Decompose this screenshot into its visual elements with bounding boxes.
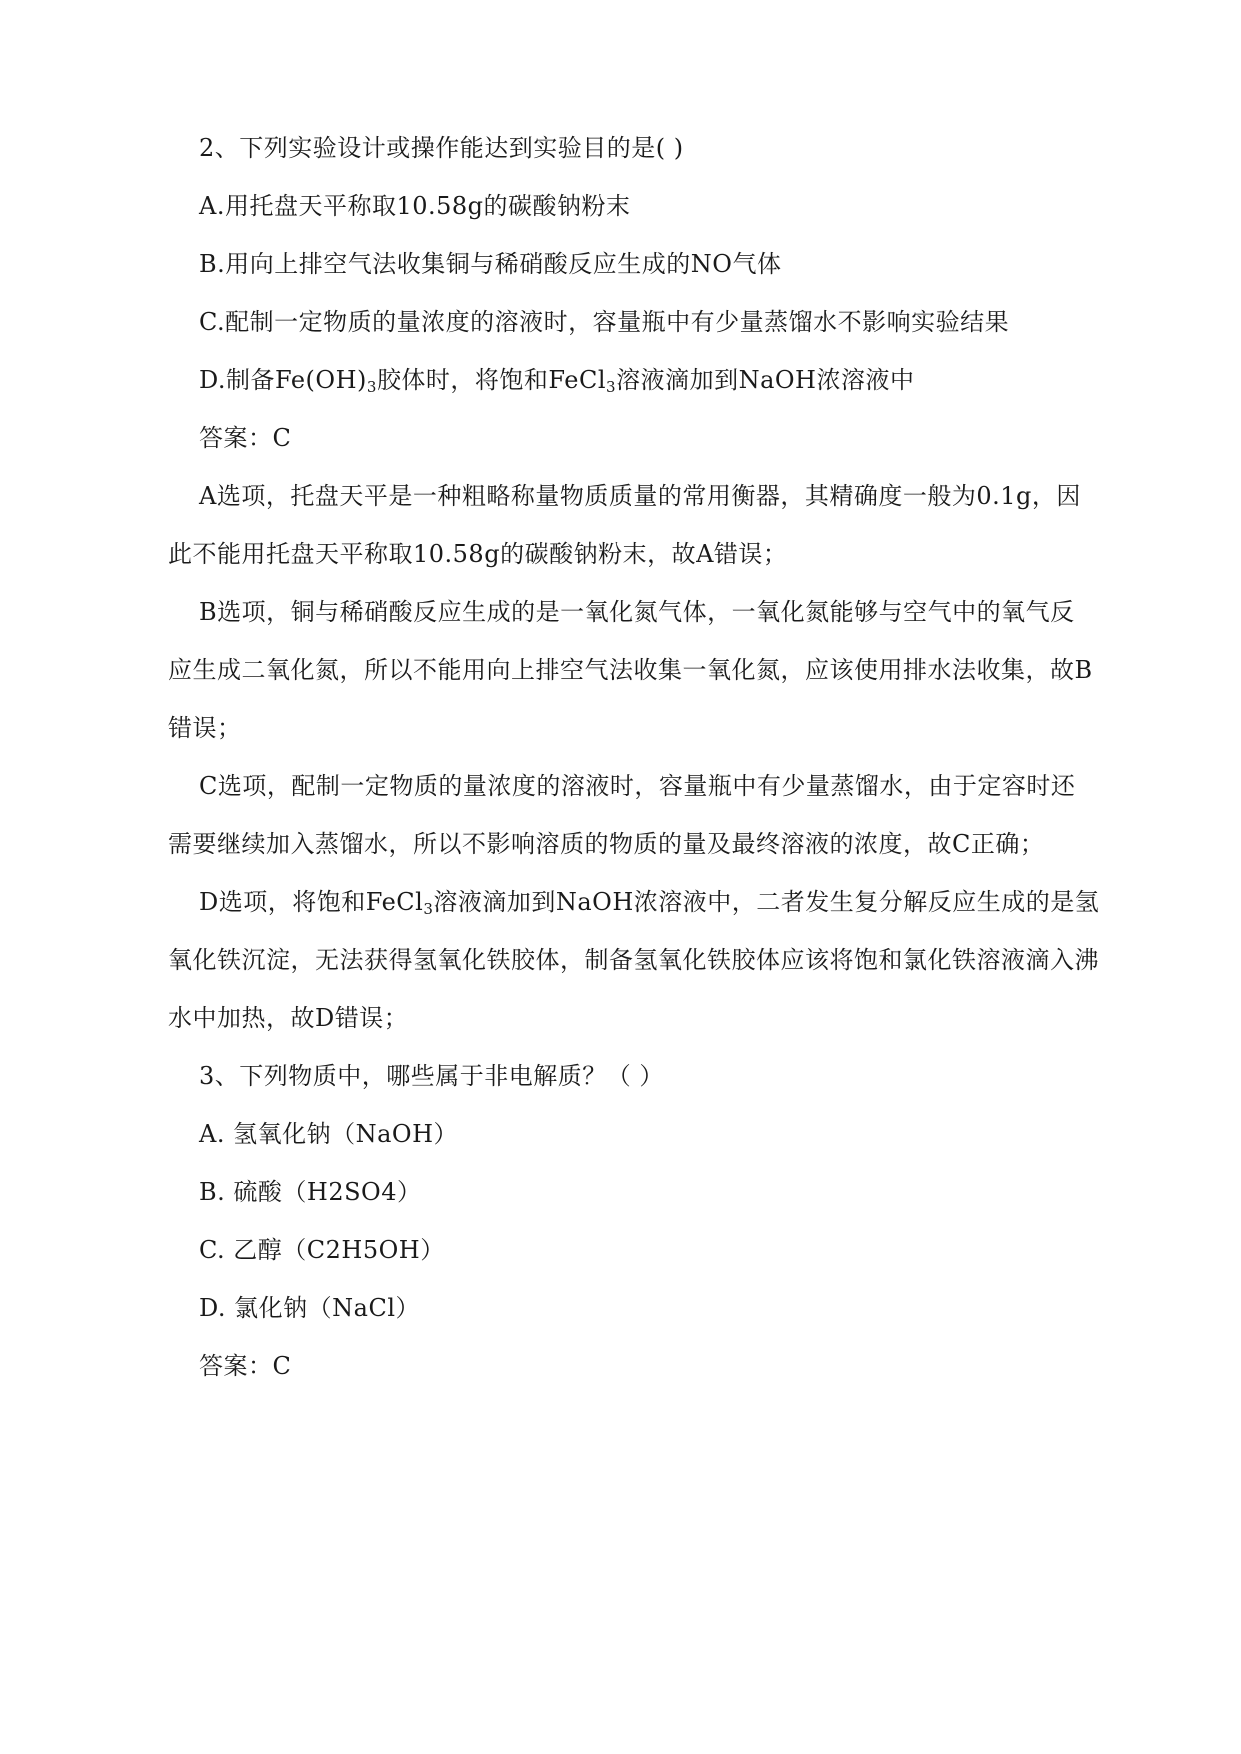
explanation-d-line-3: 水中加热，故D错误；	[168, 1004, 409, 1032]
explanation-d-line-2: 氧化铁沉淀，无法获得氢氧化铁胶体，制备氢氧化铁胶体应该将饱和氯化铁溶液滴入沸	[168, 946, 1099, 974]
explanation-d-line-1	[199, 886, 1099, 918]
explanation-a-line-2: 此不能用托盘天平称取10.58g的碳酸钠粉末，故A错误；	[168, 540, 788, 568]
question-3-option-b: B. 硫酸（H2SO4）	[199, 1178, 422, 1206]
explanation-b-line-1: B选项，铜与稀硝酸反应生成的是一氧化氮气体，一氧化氮能够与空气中的氧气反	[199, 598, 1075, 626]
option-d-text-3: 溶液滴加到NaOH浓溶液中	[616, 366, 915, 394]
question-2-option-a: A.用托盘天平称取10.58g的碳酸钠粉末	[199, 192, 631, 220]
option-d-text-2: 胶体时，将饱和FeCl	[376, 366, 607, 394]
question-3-option-d: D. 氯化钠（NaCl）	[199, 1294, 420, 1322]
explanation-d-text-2: 溶液滴加到NaOH浓溶液中，二者发生复分解反应生成的是氢	[433, 888, 1100, 916]
question-2-stem: 2、下列实验设计或操作能达到实验目的是( )	[199, 134, 684, 162]
option-d-subscript-1: 3	[366, 378, 377, 396]
option-d-text-1: D.制备Fe(OH)	[199, 366, 367, 394]
question-3-option-c: C. 乙醇（C2H5OH）	[199, 1236, 445, 1264]
explanation-d-text-1: D选项，将饱和FeCl	[199, 888, 424, 916]
explanation-a-line-1: A选项，托盘天平是一种粗略称量物质质量的常用衡器，其精确度一般为0.1g，因	[199, 482, 1081, 510]
question-3-option-a: A. 氢氧化钠（NaOH）	[199, 1120, 459, 1148]
explanation-c-line-2: 需要继续加入蒸馏水，所以不影响溶质的物质的量及最终溶液的浓度，故C正确；	[168, 830, 1045, 858]
question-3-answer: 答案：C	[199, 1352, 292, 1380]
question-2-option-c: C.配制一定物质的量浓度的溶液时，容量瓶中有少量蒸馏水不影响实验结果	[199, 308, 1010, 336]
explanation-c-line-1: C选项，配制一定物质的量浓度的溶液时，容量瓶中有少量蒸馏水，由于定容时还	[199, 772, 1076, 800]
explanation-b-line-3: 错误；	[168, 714, 242, 742]
question-2-answer: 答案：C	[199, 424, 292, 452]
explanation-d-subscript: 3	[423, 900, 434, 918]
explanation-b-line-2: 应生成二氧化氮，所以不能用向上排空气法收集一氧化氮，应该使用排水法收集，故B	[168, 656, 1093, 684]
question-3-stem: 3、下列物质中，哪些属于非电解质？（ ）	[199, 1062, 664, 1090]
question-2-option-d	[199, 364, 915, 396]
question-2-option-b: B.用向上排空气法收集铜与稀硝酸反应生成的NO气体	[199, 250, 782, 278]
option-d-subscript-2: 3	[606, 378, 617, 396]
